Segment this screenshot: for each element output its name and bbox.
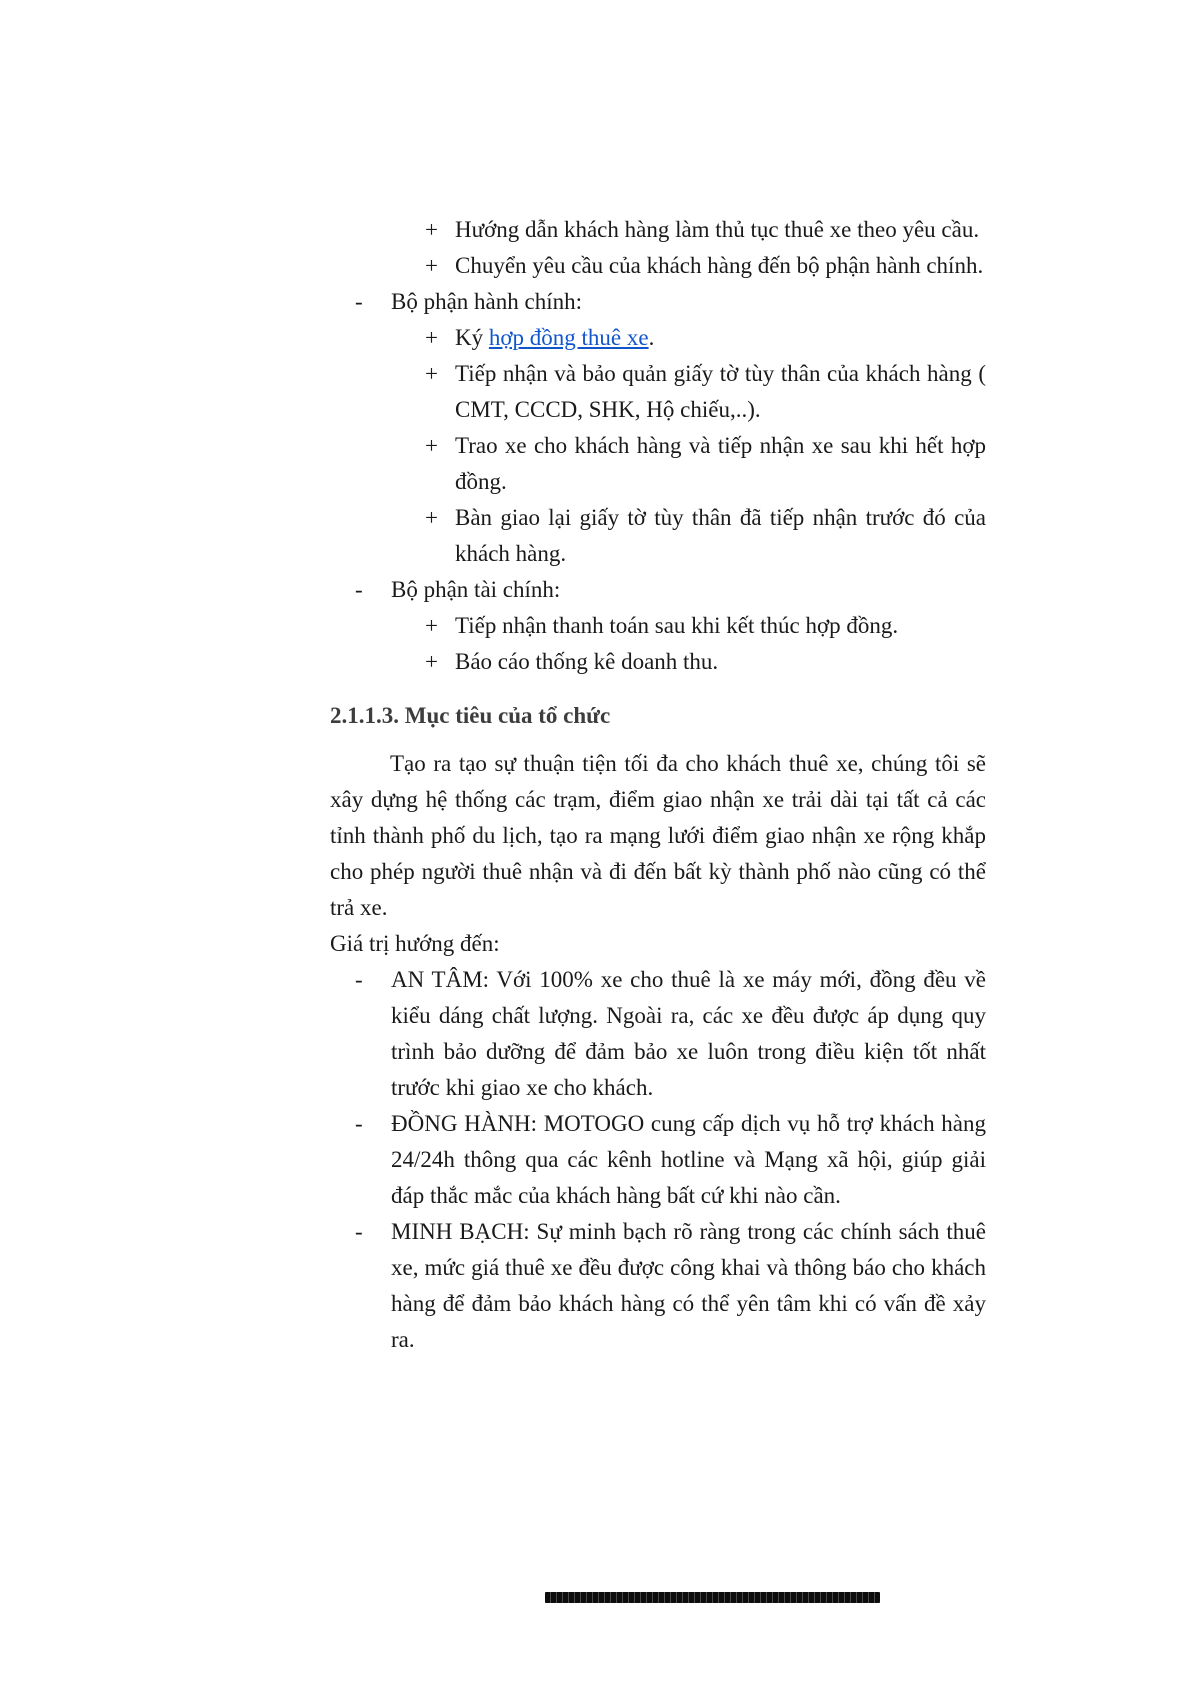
bullet-marker: + bbox=[425, 325, 438, 350]
list-item-text: Bộ phận tài chính: bbox=[391, 577, 561, 602]
list-item bbox=[330, 428, 986, 500]
list-item-text: Tiếp nhận và bảo quản giấy tờ tùy thân của khách hàng ( CMT, CCCD, SHK, Hộ chiếu,..). bbox=[455, 361, 986, 422]
list-item-text: MINH BẠCH: Sự minh bạch rõ ràng trong các chính sách thuê xe, mức giá thuê xe đều được công khai và thông báo cho khách hàng để đảm bảo khách hàng có thể yên tâm khi có vấn đề xảy ra. bbox=[391, 1219, 986, 1352]
list-item-text: Trao xe cho khách hàng và tiếp nhận xe sau khi hết hợp đồng. bbox=[455, 433, 986, 494]
dash-marker: - bbox=[355, 1219, 363, 1244]
bullet-marker: + bbox=[425, 433, 438, 458]
list-item bbox=[330, 608, 986, 644]
list-item-text: Bàn giao lại giấy tờ tùy thân đã tiếp nhận trước đó của khách hàng. bbox=[455, 505, 986, 566]
dash-marker: - bbox=[355, 967, 363, 992]
list-item-text bbox=[455, 320, 986, 356]
rental-contract-link[interactable]: hợp đồng thuê xe bbox=[488, 325, 649, 350]
bullet-marker: + bbox=[425, 505, 438, 530]
list-item bbox=[330, 500, 986, 572]
list-item-text: ĐỒNG HÀNH: MOTOGO cung cấp dịch vụ hỗ trợ khách hàng 24/24h thông qua các kênh hotline và Mạng xã hội, giúp giải đáp thắc mắc của khách hàng bất cứ khi nào cần. bbox=[391, 1111, 986, 1208]
list-item-text: Báo cáo thống kê doanh thu. bbox=[455, 649, 719, 674]
list-item bbox=[330, 212, 986, 248]
list-item-value-minh-bach bbox=[330, 1214, 986, 1358]
list-item-value-dong-hanh bbox=[330, 1106, 986, 1214]
document-content bbox=[330, 212, 986, 1358]
link-prefix-text: Ký bbox=[455, 325, 489, 350]
dash-marker: - bbox=[355, 1111, 363, 1136]
bullet-marker: + bbox=[425, 649, 438, 674]
section-heading: 2.1.1.3. Mục tiêu của tổ chức bbox=[330, 703, 611, 728]
footer-artifact bbox=[545, 1592, 880, 1603]
list-item-contract-link bbox=[330, 320, 986, 356]
list-item bbox=[330, 356, 986, 428]
dash-marker: - bbox=[355, 577, 363, 602]
list-item-text: Hướng dẫn khách hàng làm thủ tục thuê xe theo yêu cầu. bbox=[455, 217, 980, 242]
list-item-text: Tiếp nhận thanh toán sau khi kết thúc hợp đồng. bbox=[455, 613, 899, 638]
link-suffix-text: . bbox=[648, 325, 655, 350]
bullet-marker: + bbox=[425, 253, 438, 278]
list-item bbox=[330, 248, 986, 284]
list-item-value-an-tam bbox=[330, 962, 986, 1106]
bullet-marker: + bbox=[425, 613, 438, 638]
list-item-text: Bộ phận hành chính: bbox=[391, 289, 582, 314]
bullet-marker: + bbox=[425, 361, 438, 386]
list-item-admin-department bbox=[330, 284, 986, 320]
list-item bbox=[330, 644, 986, 680]
list-item-text: AN TÂM: Với 100% xe cho thuê là xe máy mới, đồng đều về kiểu dáng chất lượng. Ngoài ra, các xe đều được áp dụng quy trình bảo dưỡng để đảm bảo xe luôn trong điều kiện tốt nhất trước khi giao xe cho khách. bbox=[391, 967, 986, 1100]
values-label: Giá trị hướng đến: bbox=[330, 931, 500, 956]
list-item-finance-department bbox=[330, 572, 986, 608]
bullet-marker: + bbox=[425, 217, 438, 242]
list-item-text: Chuyển yêu cầu của khách hàng đến bộ phận hành chính. bbox=[455, 253, 984, 278]
dash-marker: - bbox=[355, 289, 363, 314]
objective-paragraph: Tạo ra tạo sự thuận tiện tối đa cho khách thuê xe, chúng tôi sẽ xây dựng hệ thống các trạm, điểm giao nhận xe trải dài tại tất cả các tỉnh thành phố du lịch, tạo ra mạng lưới điểm giao nhận xe rộng khắp cho phép người thuê nhận và đi đến bất kỳ thành phố nào cũng có thể trả xe. bbox=[330, 751, 986, 920]
